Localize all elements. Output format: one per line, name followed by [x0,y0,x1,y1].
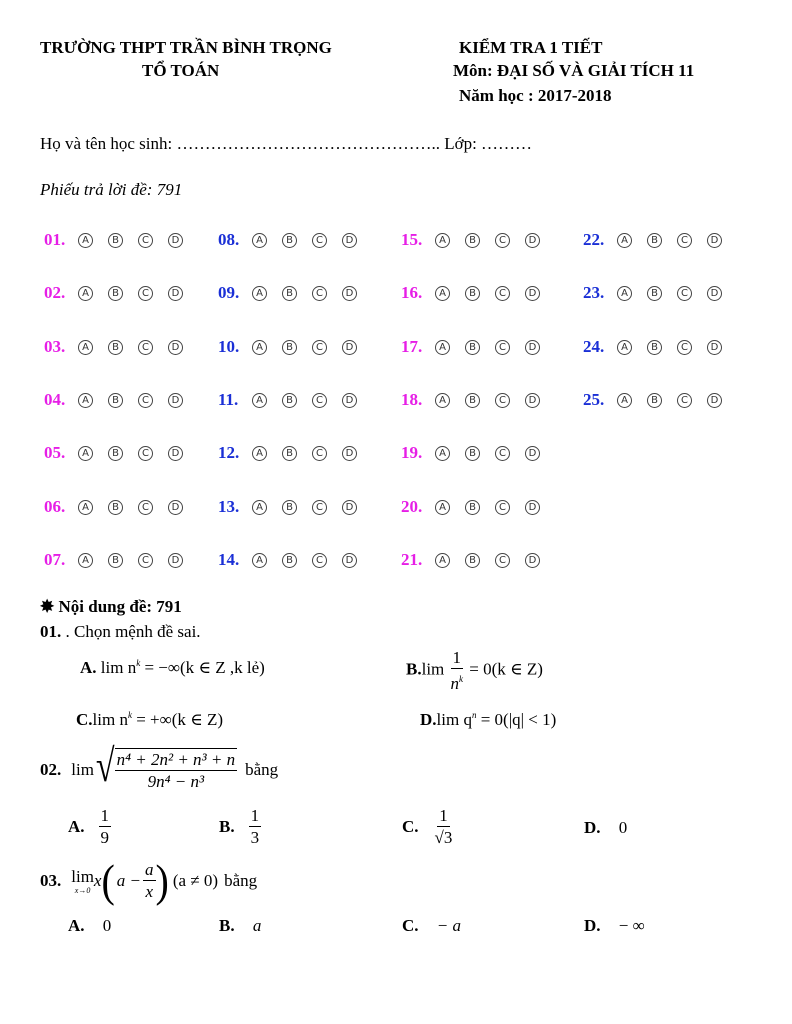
choice-text: lim q [436,710,472,729]
fraction-numerator: 1 [100,806,110,825]
question-number: 01. [40,622,62,641]
answer-bubble-b[interactable]: B [282,446,297,461]
answer-bubble-a[interactable]: A [252,446,267,461]
answer-bubble-a[interactable]: A [78,553,93,568]
choice-text: 0 [618,818,628,837]
answer-bubble-b[interactable]: B [647,393,662,408]
answer-row-25 [583,388,737,412]
answer-bubble-a[interactable]: A [617,393,632,408]
fraction [143,860,156,901]
answer-row-14 [218,548,372,572]
answer-bubble-a[interactable]: A [435,233,450,248]
answer-bubble-b[interactable]: B [647,340,662,355]
answer-bubble-c[interactable]: C [138,393,153,408]
answer-bubble-c[interactable]: C [138,286,153,301]
answer-bubble-b[interactable]: B [647,286,662,301]
answer-bubble-d[interactable]: D [342,340,357,355]
fraction-denominator: x [145,882,154,901]
answer-bubble-b[interactable]: B [465,446,480,461]
question-stem: . Chọn mệnh đề sai. [65,622,201,641]
answer-bubble-a[interactable]: A [78,340,93,355]
answer-bubble-b[interactable]: B [282,233,297,248]
answer-row-04 [44,388,198,412]
answer-row-17 [401,335,555,359]
answer-bubble-a[interactable]: A [435,553,450,568]
answer-row-22 [583,228,737,252]
answer-number: 05. [44,443,66,462]
choice-text: 0 [102,916,112,935]
q03-choice-c [402,916,461,936]
answer-bubble-a[interactable]: A [252,393,267,408]
exponent: k [136,658,141,668]
answer-row-07 [44,548,198,572]
answer-bubble-c[interactable]: C [677,286,692,301]
question-01 [40,622,201,642]
answer-bubble-d[interactable]: D [525,286,540,301]
fraction [249,806,262,847]
answer-bubble-a[interactable]: A [78,446,93,461]
choice-text: = −∞(k ∈ Z ,k lẻ) [144,658,265,677]
answer-number: 07. [44,550,66,569]
answer-row-01 [44,228,198,252]
question-02 [40,741,279,792]
choice-text: = +∞(k ∈ Z) [136,710,224,729]
answer-number: 20. [401,497,423,516]
choice-text: = 0(|q| < 1) [480,710,557,729]
answer-bubble-b[interactable]: B [108,286,123,301]
answer-row-10 [218,335,372,359]
answer-bubble-d[interactable]: D [168,340,183,355]
answer-row-02 [44,281,198,305]
answer-bubble-c[interactable]: C [138,553,153,568]
answer-number: 25. [583,390,605,409]
choice-text: a [252,916,262,935]
answer-row-09 [218,281,372,305]
answer-number: 15. [401,230,423,249]
lim-subscript: x→0 [74,885,91,895]
answer-number: 21. [401,550,423,569]
answer-number: 13. [218,497,240,516]
right-paren: ) [155,854,169,906]
department-name: TỔ TOÁN [142,61,220,80]
q03-choice-b [219,916,261,936]
choice-label: D. [584,916,601,935]
answer-bubble-a[interactable]: A [435,340,450,355]
answer-bubble-c[interactable]: C [495,393,510,408]
answer-bubble-b[interactable]: B [108,553,123,568]
answer-bubble-c[interactable]: C [138,340,153,355]
answer-number: 04. [44,390,66,409]
answer-bubble-c[interactable]: C [495,553,510,568]
answer-bubble-b[interactable]: B [647,233,662,248]
answer-bubble-d[interactable]: D [707,286,722,301]
answer-bubble-b[interactable]: B [108,393,123,408]
answer-bubble-c[interactable]: C [138,233,153,248]
answer-bubble-d[interactable]: D [525,340,540,355]
question-number: 02. [40,759,62,779]
exponent: n [471,710,477,720]
answer-number: 06. [44,497,66,516]
q01-choice-b [406,648,543,693]
answer-bubble-d[interactable]: D [707,233,722,248]
question-number: 03. [40,870,62,890]
choice-label: B. [406,659,422,679]
answer-bubble-c[interactable]: C [312,553,327,568]
answer-bubble-d[interactable]: D [168,393,183,408]
answer-bubble-d[interactable]: D [342,286,357,301]
answer-number: 18. [401,390,423,409]
answer-bubble-c[interactable]: C [495,286,510,301]
answer-bubble-b[interactable]: B [282,553,297,568]
fraction [433,806,455,847]
answer-row-13 [218,495,372,519]
lim-text: lim [421,659,445,679]
answer-bubble-b[interactable]: B [282,286,297,301]
answer-number: 19. [401,443,423,462]
radical-sign: √ [95,741,115,792]
answer-bubble-a[interactable]: A [252,233,267,248]
fraction-denominator: 9n⁴ − n³ [147,772,205,791]
answer-bubble-d[interactable]: D [168,286,183,301]
answer-bubble-d[interactable]: D [525,446,540,461]
answer-bubble-c[interactable]: C [312,500,327,515]
answer-bubble-d[interactable]: D [342,393,357,408]
choice-label: B. [219,916,235,935]
answer-bubble-a[interactable]: A [252,553,267,568]
question-suffix: bằng [245,759,279,779]
answer-bubble-c[interactable]: C [312,286,327,301]
answer-row-24 [583,335,737,359]
answer-bubble-a[interactable]: A [252,340,267,355]
expression-a: a − [116,870,142,890]
answer-row-11 [218,388,372,412]
choice-label: C. [402,916,419,935]
content-title: ✸ Nội dung đề: 791 [40,597,182,616]
answer-bubble-d[interactable]: D [525,500,540,515]
choice-label: C. [402,816,419,836]
choice-text: lim n [100,658,137,677]
fraction-denominator [449,669,466,693]
answer-bubble-d[interactable]: D [168,553,183,568]
exam-title: KIỂM TRA 1 TIẾT [459,38,603,57]
answer-row-15 [401,228,555,252]
answer-bubble-d[interactable]: D [342,233,357,248]
answer-bubble-d[interactable]: D [168,500,183,515]
choice-label: D. [584,818,601,837]
answer-number: 12. [218,443,240,462]
answer-bubble-c[interactable]: C [495,233,510,248]
choice-label: D. [420,710,437,729]
answer-bubble-c[interactable]: C [312,446,327,461]
variable-x: x [93,870,102,890]
answer-bubble-a[interactable]: A [252,500,267,515]
exponent: k [127,710,132,720]
choice-text: lim n [92,710,128,729]
fraction-numerator: 1 [452,648,462,667]
answer-bubble-a[interactable]: A [78,500,93,515]
answer-bubble-b[interactable]: B [465,393,480,408]
fraction-numerator: 1 [439,806,448,825]
answer-bubble-c[interactable]: C [138,500,153,515]
q02-choice-d [584,818,627,838]
school-name: TRƯỜNG THPT TRẦN BÌNH TRỌNG [40,38,332,57]
choice-label: C. [76,710,93,729]
fraction-denominator: 9 [100,828,110,847]
fraction [115,750,238,791]
left-paren: ( [101,854,115,906]
answer-bubble-c[interactable]: C [495,340,510,355]
answer-bubble-b[interactable]: B [465,500,480,515]
lim-text: lim [71,759,94,779]
answer-bubble-b[interactable]: B [282,393,297,408]
answer-number: 01. [44,230,66,249]
q02-choice-b [219,806,261,847]
answer-row-18 [401,388,555,412]
answer-bubble-d[interactable]: D [707,340,722,355]
answer-row-08 [218,228,372,252]
answer-bubble-d[interactable]: D [525,233,540,248]
answer-bubble-a[interactable]: A [617,233,632,248]
answer-bubble-c[interactable]: C [677,393,692,408]
answer-row-05 [44,441,198,465]
answer-bubble-a[interactable]: A [78,393,93,408]
answer-row-21 [401,548,555,572]
q01-choice-a [80,658,265,678]
question-03 [40,854,258,906]
answer-bubble-d[interactable]: D [168,233,183,248]
answer-number: 24. [583,337,605,356]
answer-bubble-d[interactable]: D [525,393,540,408]
answer-number: 17. [401,337,423,356]
answer-row-06 [44,495,198,519]
answer-number: 22. [583,230,605,249]
answer-bubble-b[interactable]: B [465,233,480,248]
choice-label: A. [68,816,85,836]
answer-bubble-d[interactable]: D [707,393,722,408]
answer-number: 08. [218,230,240,249]
answer-bubble-d[interactable]: D [168,446,183,461]
den-text: n [450,674,460,693]
answer-bubble-b[interactable]: B [282,340,297,355]
answer-bubble-d[interactable]: D [525,553,540,568]
answer-bubble-c[interactable]: C [677,340,692,355]
answer-bubble-a[interactable]: A [435,446,450,461]
answer-bubble-c[interactable]: C [312,393,327,408]
answer-bubble-c[interactable]: C [312,340,327,355]
q01-choice-d [420,710,556,730]
answer-number: 23. [583,283,605,302]
answer-number: 16. [401,283,423,302]
answer-number: 09. [218,283,240,302]
answer-bubble-a[interactable]: A [617,340,632,355]
answer-bubble-b[interactable]: B [108,446,123,461]
fraction [99,806,112,847]
q02-choice-c [402,806,454,847]
school-year: Năm học : 2017-2018 [459,86,612,105]
question-suffix: bằng [224,870,258,890]
answer-bubble-c[interactable]: C [495,446,510,461]
answer-bubble-a[interactable]: A [435,286,450,301]
answer-bubble-a[interactable]: A [78,286,93,301]
choice-label: A. [80,658,97,677]
answer-bubble-c[interactable]: C [495,500,510,515]
answer-bubble-b[interactable]: B [465,286,480,301]
answer-bubble-b[interactable]: B [108,340,123,355]
q01-choice-c [76,710,223,730]
answer-number: 02. [44,283,66,302]
answer-number: 11. [218,390,239,409]
answer-row-20 [401,495,555,519]
answer-bubble-b[interactable]: B [465,340,480,355]
answer-row-03 [44,335,198,359]
answer-bubble-b[interactable]: B [108,233,123,248]
answer-sheet-title: Phiếu trả lời đề: 791 [40,180,183,199]
fraction-denominator: 3 [250,828,260,847]
q03-choice-a [68,916,111,936]
choice-text: − a [436,916,462,935]
answer-bubble-a[interactable]: A [435,500,450,515]
answer-number: 10. [218,337,240,356]
answer-number: 03. [44,337,66,356]
exponent: k [459,674,464,684]
fraction [449,648,466,693]
answer-bubble-a[interactable]: A [252,286,267,301]
answer-bubble-b[interactable]: B [108,500,123,515]
limit-operator [71,867,94,895]
student-info-line: Họ và tên học sinh: ……………………………………….. Lớp: ……… [40,134,533,153]
fraction-numerator: a [145,860,154,879]
answer-bubble-c[interactable]: C [677,233,692,248]
q03-choice-d [584,916,645,936]
answer-bubble-c[interactable]: C [312,233,327,248]
answer-bubble-b[interactable]: B [465,553,480,568]
answer-row-16 [401,281,555,305]
answer-row-19 [401,441,555,465]
choice-text: = 0(k ∈ Z) [469,659,543,679]
choice-label: B. [219,816,235,836]
fraction-denominator: √3 [434,828,453,847]
answer-number: 14. [218,550,240,569]
choice-label: A. [68,916,85,935]
square-root [95,741,237,792]
lim-text: lim [71,866,94,886]
q02-choice-a [68,806,111,847]
exam-subject: Môn: ĐẠI SỐ VÀ GIẢI TÍCH 11 [453,61,695,80]
answer-bubble-a[interactable]: A [435,393,450,408]
answer-row-12 [218,441,372,465]
radicand [115,748,238,791]
answer-row-23 [583,281,737,305]
answer-bubble-c[interactable]: C [138,446,153,461]
answer-bubble-d[interactable]: D [342,500,357,515]
condition: (a ≠ 0) [172,870,219,890]
fraction-numerator: n⁴ + 2n² + n³ + n [116,750,236,769]
answer-bubble-a[interactable]: A [78,233,93,248]
choice-text: − ∞ [618,916,645,935]
answer-bubble-d[interactable]: D [342,446,357,461]
answer-bubble-a[interactable]: A [617,286,632,301]
answer-bubble-b[interactable]: B [282,500,297,515]
answer-bubble-d[interactable]: D [342,553,357,568]
fraction-numerator: 1 [250,806,260,825]
